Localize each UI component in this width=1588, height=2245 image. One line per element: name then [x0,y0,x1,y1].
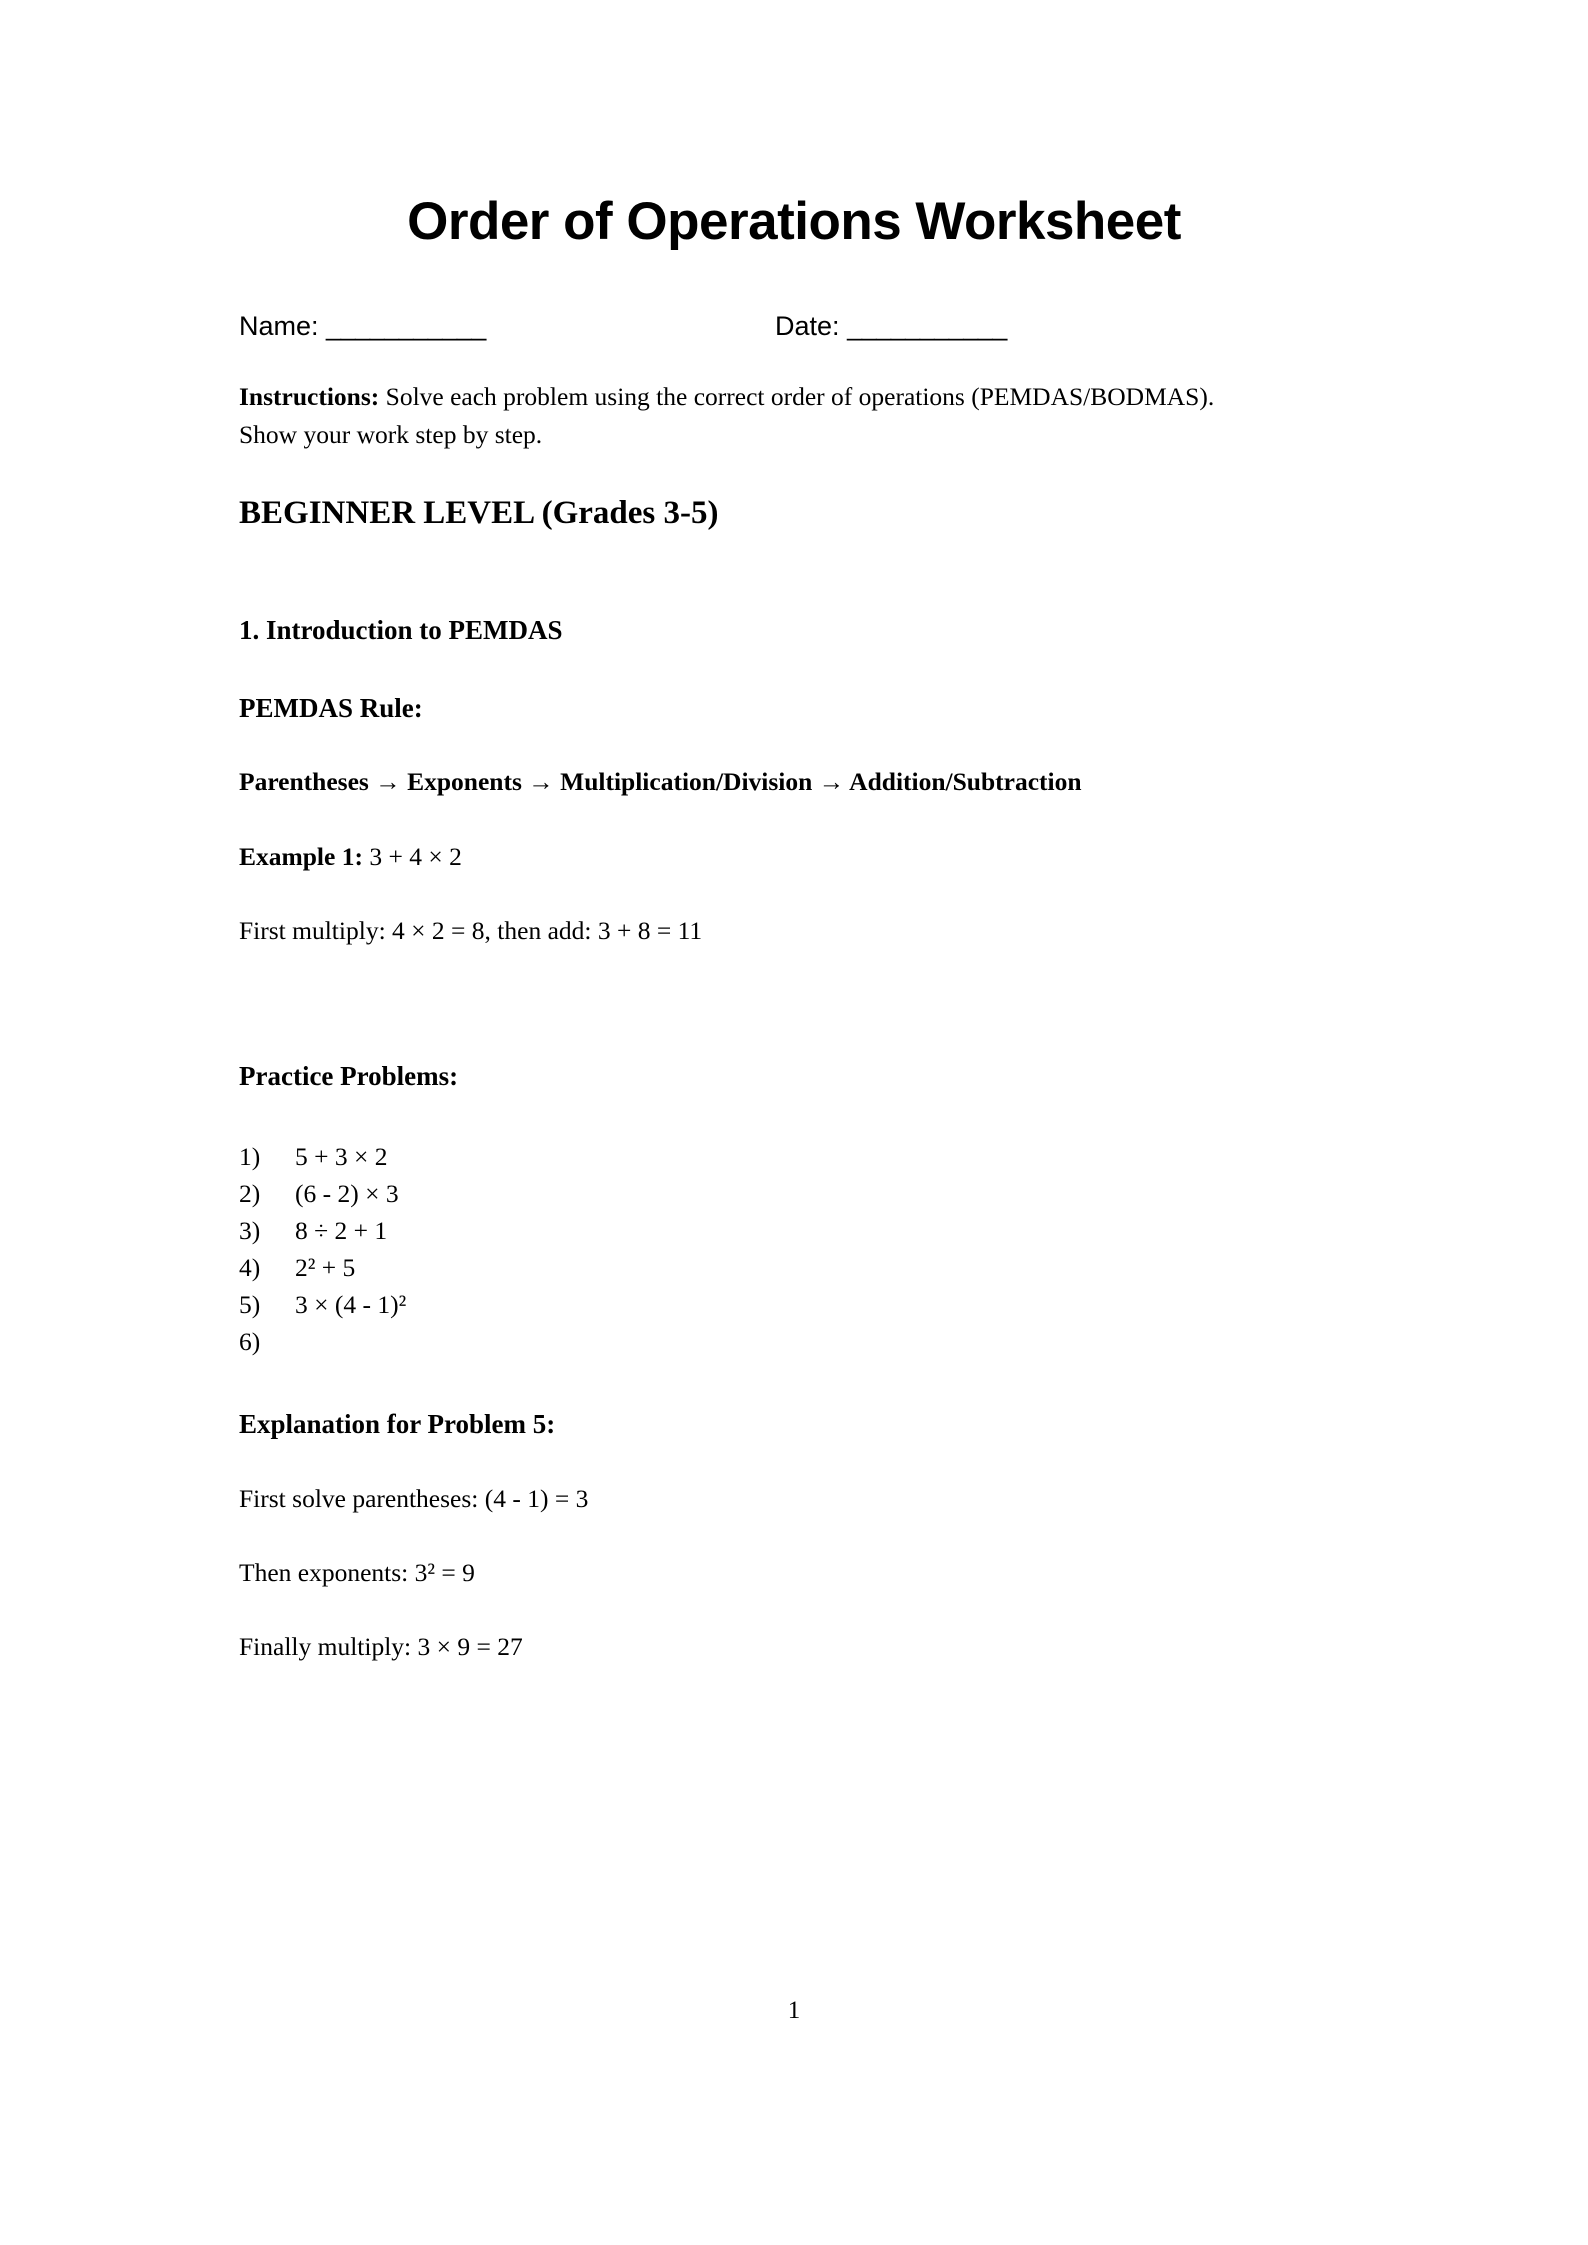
list-item [239,1212,1039,1249]
problem-number: 3) [239,1216,261,1245]
list-item [239,1286,1039,1323]
list-item [239,1175,1039,1212]
instructions-label: Instructions: [239,382,380,411]
problem-number: 4) [239,1253,261,1282]
explanation-step: First solve parentheses: (4 - 1) = 3 [239,1484,589,1513]
problem-number: 1) [239,1142,261,1171]
list-item [239,1249,1039,1286]
instructions-paragraph [239,378,1269,454]
explanation-step: Finally multiply: 3 × 9 = 27 [239,1632,523,1661]
problem-number: 5) [239,1290,261,1319]
name-date-row [239,308,1339,348]
example-solution: First multiply: 4 × 2 = 8, then add: 3 + 8 = 11 [239,916,703,945]
date-field-group [775,308,1007,344]
problem-expression: (6 - 2) × 3 [295,1179,399,1208]
explanation-step: Then exponents: 3² = 9 [239,1558,475,1587]
problem-expression: 8 ÷ 2 + 1 [295,1216,388,1245]
list-item [239,1138,1039,1175]
problem-expression: 5 + 3 × 2 [295,1142,388,1171]
page-title: Order of Operations Worksheet [407,192,1181,251]
pemdas-rule-chain: Parentheses → Exponents → Multiplication/Division → Addition/Subtraction [239,767,1082,796]
pemdas-rule-heading: PEMDAS Rule: [239,693,423,723]
example-line [239,838,1269,876]
practice-problem-list [239,1138,1039,1360]
list-item [239,1323,1039,1360]
explanation-heading: Explanation for Problem 5: [239,1409,556,1439]
section-heading-introduction: 1. Introduction to PEMDAS [239,615,563,645]
name-input-blank[interactable]: ___________ [326,311,486,341]
instructions-text: Solve each problem using the correct order of operations (PEMDAS/BODMAS). Show your work step by step. [239,382,1215,449]
practice-problems-heading: Practice Problems: [239,1061,459,1091]
name-label: Name: [239,311,319,341]
name-field-group [239,308,486,344]
page-number: 1 [787,1997,801,2024]
level-heading: BEGINNER LEVEL (Grades 3-5) [239,495,719,531]
example-label: Example 1: [239,842,363,871]
problem-expression: 2² + 5 [295,1253,356,1282]
example-expression: 3 + 4 × 2 [362,842,462,871]
problem-expression: 3 × (4 - 1)² [295,1290,407,1319]
problem-number: 2) [239,1179,261,1208]
date-label: Date: [775,311,840,341]
problem-number: 6) [239,1327,261,1356]
date-input-blank[interactable]: ___________ [847,311,1007,341]
